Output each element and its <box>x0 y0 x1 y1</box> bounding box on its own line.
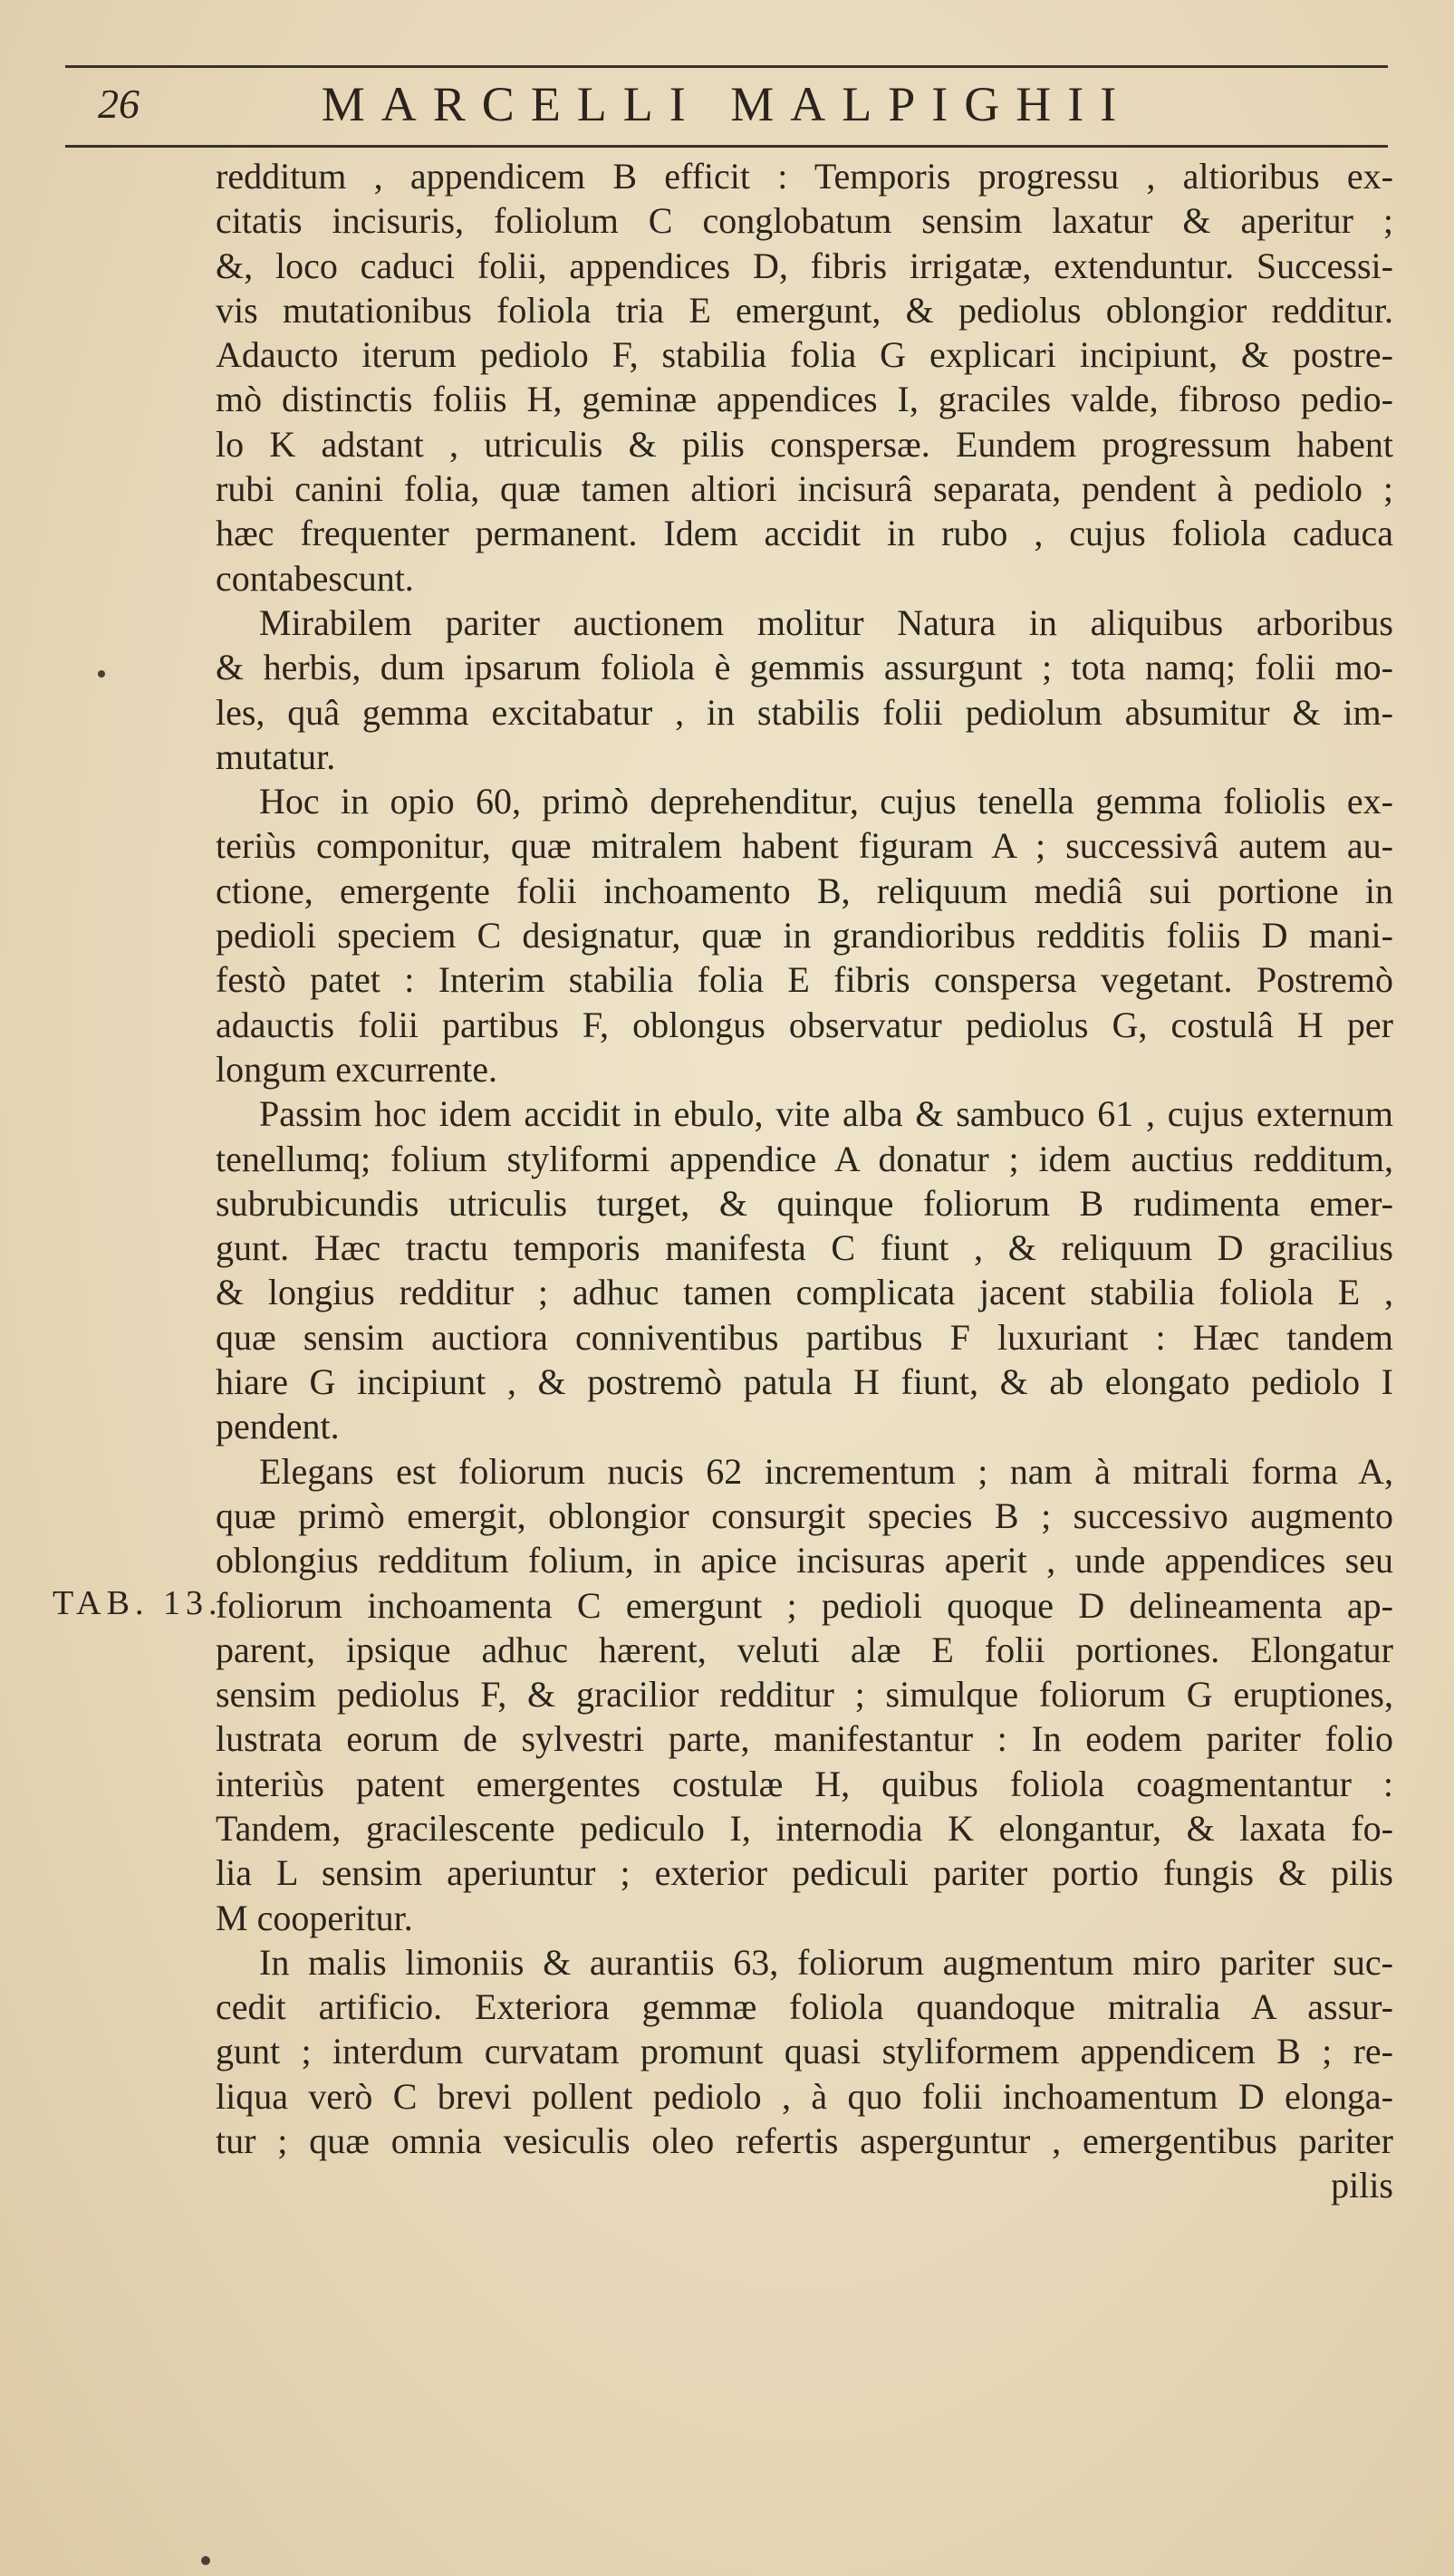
text-line: & herbis, dum ipsarum foliola è gemmis assurgunt ; tota namq; folii mo- <box>216 647 1393 688</box>
text-line: liqua verò C brevi pollent pediolo , à quo folii inchoamentum D elonga- <box>216 2075 1393 2117</box>
catchword: pilis <box>1331 2165 1393 2206</box>
text-line: subrubicundis utriculis turget, & quinque foliorum B rudimenta emer- <box>216 1182 1393 1224</box>
margin-note-tab: TAB. 13. <box>53 1584 223 1622</box>
text-line: Passim hoc idem accidit in ebulo, vite alba & sambuco 61 , cujus externum <box>259 1093 1393 1135</box>
page-number: 26 <box>98 81 140 127</box>
text-line: longum excurrente. <box>216 1048 497 1090</box>
text-line: quæ sensim auctiora conniventibus partibus F luxuriant : Hæc tandem <box>216 1316 1393 1358</box>
header-top-rule <box>65 65 1388 68</box>
paragraph <box>216 1449 1393 1940</box>
paragraph <box>216 779 1393 1091</box>
text-line: festò patet : Interim stabilia folia E fibris conspersa vegetant. Postremò <box>216 959 1393 1001</box>
text-line: tur ; quæ omnia vesiculis oleo refertis asperguntur , emergentibus pariter <box>216 2120 1393 2162</box>
text-line: vis mutationibus foliola tria E emergunt, & pediolus oblongior redditur. <box>216 289 1393 331</box>
text-line: gunt ; interdum curvatam promunt quasi styliformem appendicem B ; re- <box>216 2031 1393 2072</box>
running-title: MARCELLI MALPIGHII <box>321 77 1133 131</box>
paragraph <box>216 1091 1393 1448</box>
body-text <box>216 154 1393 2208</box>
paragraph <box>216 601 1393 779</box>
text-line: Hoc in opio 60, primò deprehenditur, cujus tenella gemma foliolis ex- <box>259 781 1393 822</box>
text-line: foliorum inchoamenta C emergunt ; pedioli quoque D delineamenta ap- <box>216 1584 1393 1626</box>
text-line: tenellumq; folium styliformi appendice A donatur ; idem auctius redditum, <box>216 1138 1393 1179</box>
text-line: gunt. Hæc tractu temporis manifesta C fiunt , & reliquum D gracilius <box>216 1227 1393 1269</box>
paragraph <box>216 1940 1393 2163</box>
text-line: Adaucto iterum pediolo F, stabilia folia G explicari incipiunt, & postre- <box>216 334 1393 376</box>
text-line: mutatur. <box>216 735 336 777</box>
text-line: rubi canini folia, quæ tamen altiori incisurâ separata, pendent à pediolo ; <box>216 468 1393 510</box>
text-line: & longius redditur ; adhuc tamen complicata jacent stabilia foliola E , <box>216 1272 1393 1313</box>
text-line: citatis incisuris, foliolum C conglobatum sensim laxatur & aperitur ; <box>216 200 1393 242</box>
text-line: mò distinctis foliis H, geminæ appendices I, graciles valde, fibroso pedio- <box>216 379 1393 420</box>
text-line: lia L sensim aperiuntur ; exterior pediculi pariter portio fungis & pilis <box>216 1852 1393 1894</box>
text-line: redditum , appendicem B efficit : Temporis progressu , altioribus ex- <box>216 156 1393 197</box>
text-line: teriùs componitur, quæ mitralem habent figuram A ; successivâ autem au- <box>216 825 1393 867</box>
text-line: cedit artificio. Exteriora gemmæ foliola quandoque mitralia A assur- <box>216 1986 1393 2028</box>
text-line: sensim pediolus F, & gracilior redditur ; simulque foliorum G eruptiones, <box>216 1674 1393 1716</box>
text-line: lustrata eorum de sylvestri parte, manifestantur : In eodem pariter folio <box>216 1718 1393 1760</box>
text-line: Tandem, gracilescente pediculo I, internodia K elongantur, & laxata fo- <box>216 1807 1393 1849</box>
text-line: lo K adstant , utriculis & pilis conspersæ. Eundem progressum habent <box>216 423 1393 465</box>
text-line: hiare G incipiunt , & postremò patula H fiunt, & ab elongato pediolo I <box>216 1361 1393 1403</box>
text-line: M cooperitur. <box>216 1897 413 1938</box>
text-line: oblongius redditum folium, in apice incisuras aperit , unde appendices seu <box>216 1540 1393 1581</box>
text-line: contabescunt. <box>216 557 414 599</box>
paragraph <box>216 154 1393 601</box>
text-line: adauctis folii partibus F, oblongus observatur pediolus G, costulâ H per <box>216 1004 1393 1045</box>
text-line: ctione, emergente folii inchoamento B, reliquum mediâ sui portione in <box>216 870 1393 911</box>
text-line: hæc frequenter permanent. Idem accidit in rubo , cujus foliola caduca <box>216 513 1393 554</box>
text-line: Elegans est foliorum nucis 62 incrementum ; nam à mitrali forma A, <box>259 1450 1393 1492</box>
text-line: les, quâ gemma excitabatur , in stabilis folii pediolum absumitur & im- <box>216 691 1393 733</box>
text-line: quæ primò emergit, oblongior consurgit species B ; successivo augmento <box>216 1495 1393 1536</box>
text-line: parent, ipsique adhuc hærent, veluti alæ E folii portiones. Elongatur <box>216 1629 1393 1670</box>
text-line: In malis limoniis & aurantiis 63, foliorum augmentum miro pariter suc- <box>259 1941 1393 1983</box>
text-line: &, loco caduci folii, appendices D, fibris irrigatæ, extenduntur. Successi- <box>216 245 1393 286</box>
text-line: pedioli speciem C designatur, quæ in grandioribus redditis foliis D mani- <box>216 915 1393 956</box>
ink-speck <box>201 2556 210 2565</box>
ink-speck <box>98 670 105 678</box>
text-line: pendent. <box>216 1406 340 1447</box>
header-bottom-rule <box>65 145 1388 148</box>
text-line: interiùs patent emergentes costulæ H, quibus foliola coagmentantur : <box>216 1763 1393 1804</box>
text-line: Mirabilem pariter auctionem molitur Natura in aliquibus arboribus <box>259 601 1393 643</box>
